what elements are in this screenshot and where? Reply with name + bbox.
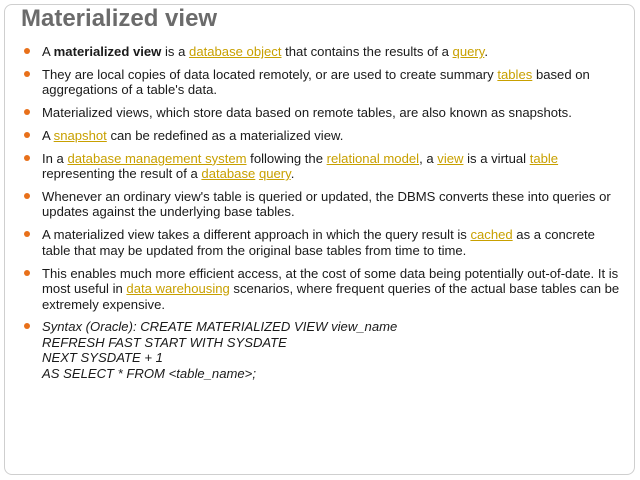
link-view[interactable]: view <box>437 150 464 166</box>
bullet-relational-model <box>24 151 620 182</box>
bullet-cached-approach <box>24 227 620 258</box>
bullet-snapshot-redefined <box>24 128 620 144</box>
syntax-line: REFRESH FAST START WITH SYSDATE <box>42 334 287 350</box>
link-database-management-system[interactable]: database management system <box>67 150 247 166</box>
link-database[interactable]: database <box>201 166 256 182</box>
bullet-efficient-access <box>24 266 620 313</box>
bullet-dot-icon <box>24 270 30 276</box>
text: , a <box>419 150 438 166</box>
link-cached[interactable]: cached <box>470 227 513 243</box>
text: A <box>42 44 54 59</box>
text: is a <box>161 44 190 59</box>
bullet-dot-icon <box>24 323 30 329</box>
link-table[interactable]: table <box>529 150 559 166</box>
text: A <box>42 127 54 143</box>
link-tables[interactable]: tables <box>497 66 533 82</box>
link-snapshot[interactable]: snapshot <box>53 127 107 143</box>
text: Whenever an ordinary view's table is queried or updated, the DBMS converts these into queries or updates against the underlying base tables. <box>42 188 611 220</box>
text: Materialized views, which store data based on remote tables, are also known as snapshots. <box>42 105 572 121</box>
text: . <box>484 44 488 59</box>
link-query[interactable]: query <box>258 166 291 182</box>
bullet-snapshots <box>24 105 620 121</box>
bullet-dot-icon <box>24 71 30 77</box>
text: based on aggregations of a table's data. <box>42 66 590 98</box>
syntax-line: AS SELECT * FROM <table_name>; <box>42 365 256 381</box>
text: representing the result of a <box>42 166 202 182</box>
link-database-object[interactable]: database object <box>189 44 282 59</box>
text: This enables much more efficient access, at the cost of some data being potentially out-of-date. It is most useful in <box>42 265 619 297</box>
text: can be redefined as a materialized view. <box>106 127 344 143</box>
bullet-dot-icon <box>24 109 30 115</box>
text: In a <box>42 150 68 166</box>
link-query[interactable]: query <box>452 44 485 59</box>
bullet-materialized-view-definition <box>24 44 620 60</box>
text: . <box>290 166 295 182</box>
text: as a concrete table that may be updated from the original base tables from time to time. <box>42 227 595 258</box>
link-data-warehousing[interactable]: data warehousing <box>126 281 230 297</box>
bullet-local-copies <box>24 67 620 98</box>
bullet-ordinary-view <box>24 189 620 220</box>
syntax-line: NEXT SYSDATE + 1 <box>42 350 163 366</box>
syntax-line: Syntax (Oracle): CREATE MATERIALIZED VIEW view_name <box>42 319 398 335</box>
slide-title: Materialized view <box>21 5 218 32</box>
bullet-dot-icon <box>24 132 30 138</box>
term-materialized-view: materialized view <box>53 44 162 59</box>
bullet-dot-icon <box>24 48 30 54</box>
link-relational-model[interactable]: relational model <box>326 150 420 166</box>
text: that contains the results of a <box>281 44 453 59</box>
text: They are local copies of data located remotely, or are used to create summary <box>42 66 498 82</box>
text: A materialized view takes a different approach in which the query result is <box>42 227 471 243</box>
text: following the <box>246 150 327 166</box>
bullet-dot-icon <box>24 193 30 199</box>
bullet-dot-icon <box>24 231 30 237</box>
text: scenarios, where frequent queries of the actual base tables can be extremely expensive. <box>42 281 620 312</box>
text: is a virtual <box>463 150 530 166</box>
bullet-oracle-syntax <box>24 319 620 381</box>
bullet-list <box>24 44 620 389</box>
bullet-dot-icon <box>24 155 30 161</box>
